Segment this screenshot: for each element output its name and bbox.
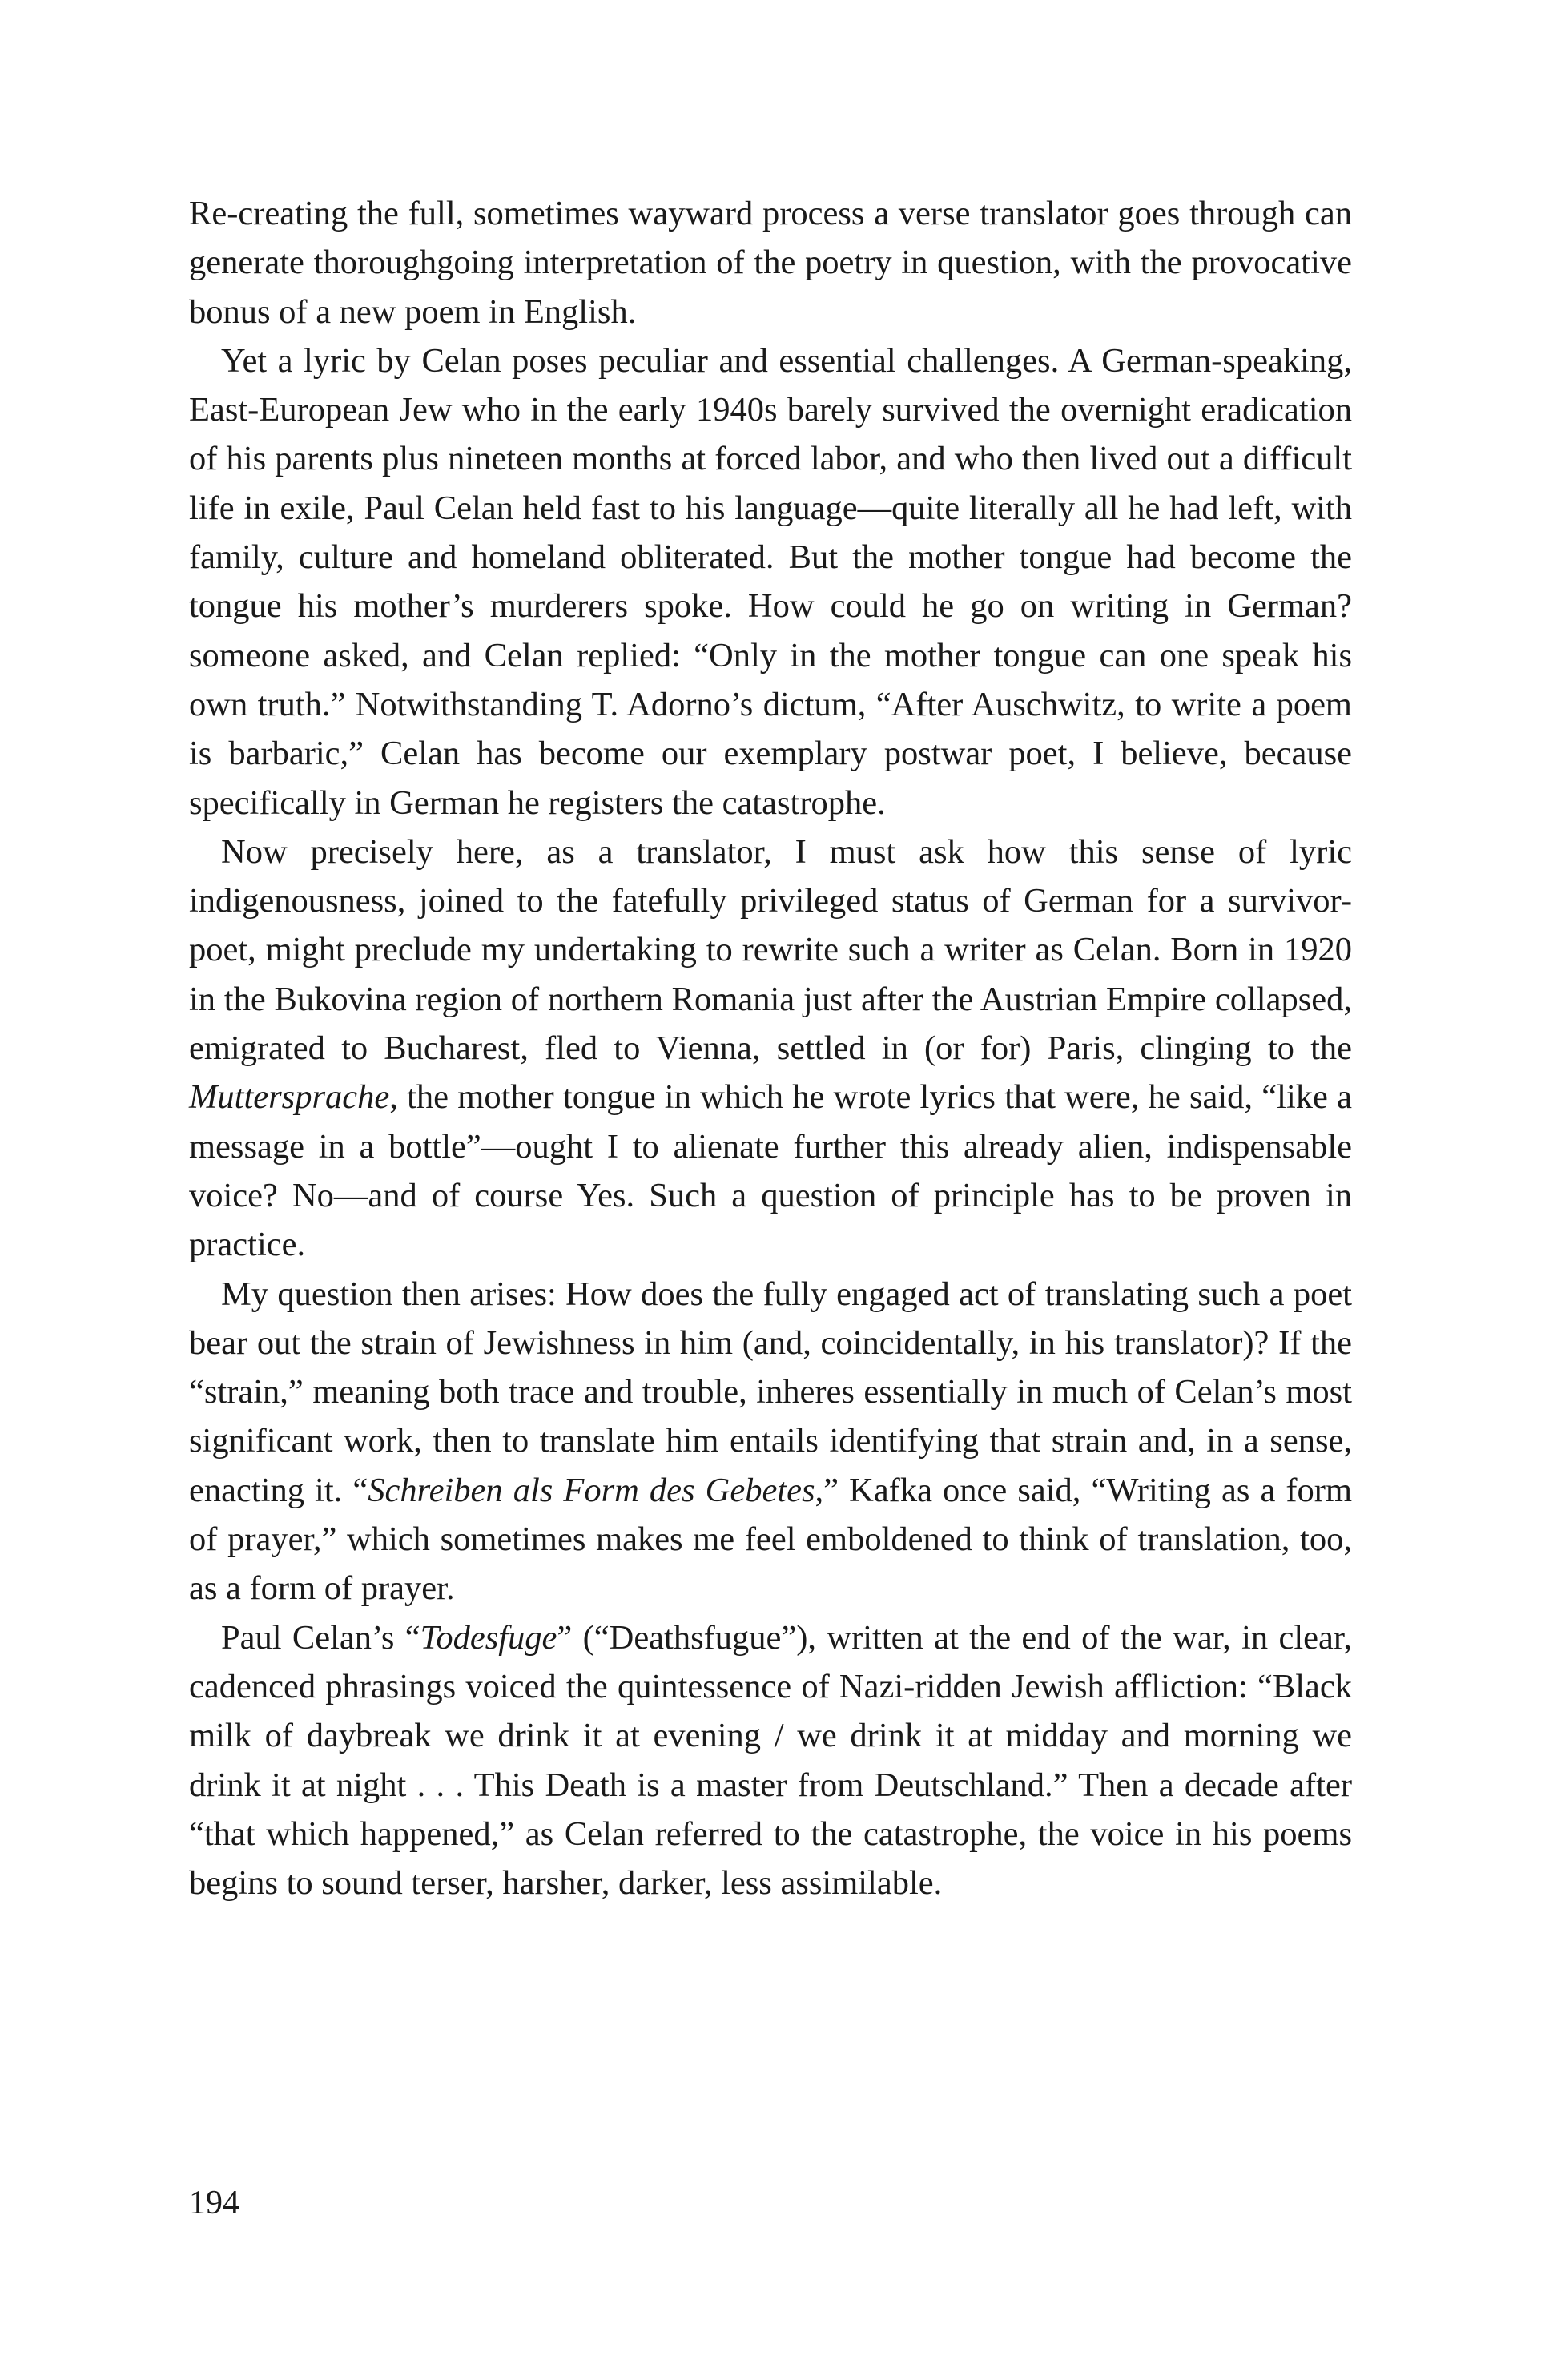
paragraph: [189, 336, 1352, 828]
text-run: , the mother tongue in which he wrote lyrics that were, he said, “like a message in a bottle”—ought I to alienate further this already alien, indispensable voice? No—and of course Yes. Such a question of principle has to be proven in practice.: [189, 1078, 1352, 1264]
paragraph: [189, 189, 1352, 336]
paragraph: [189, 1270, 1352, 1613]
paragraph: [189, 828, 1352, 1270]
italic-text-run: Todesfuge: [420, 1618, 557, 1657]
text-run: My question then arises: How does the fully engaged act of translating such a poet bear out the strain of Jewishness in him (and, coincidentally, in his translator)? If the “strain,” meaning both trace and trouble, inheres essentially in much of Celan’s most significant work, then to translate him entails identifying that strain and, in a sense, enacting it. “: [189, 1275, 1352, 1509]
body-text: [189, 189, 1352, 1907]
italic-text-run: Schreiben als Form des Gebetes: [368, 1471, 815, 1509]
text-run: Yet a lyric by Celan poses peculiar and essential challenges. A German-speaking, East-European Jew who in the early 1940s barely survived the overnight eradication of his parents plus nineteen months at forced labor, and who then lived out a difficult life in exile, Paul Celan held fast to his language—quite literally all he had left, with family, culture and homeland obliterated. But the mother tongue had become the tongue his mother’s murderers spoke. How could he go on writing in German? someone asked, and Celan replied: “Only in the mother tongue can one speak his own truth.” Notwithstanding T. Adorno’s dictum, “After Auschwitz, to write a poem is barbaric,” Celan has become our exemplary postwar poet, I believe, because specifically in German he registers the catastrophe.: [189, 341, 1352, 822]
text-run: Now precisely here, as a translator, I must ask how this sense of lyric indigenousness, joined to the fatefully privileged status of German for a survivor-poet, might preclude my undertaking to rewrite such a writer as Celan. Born in 1920 in the Bukovina region of northern Romania just after the Austrian Empire collapsed, emigrated to Bucharest, fled to Vienna, settled in (or for) Paris, clinging to the: [189, 832, 1352, 1068]
text-run: ” (“Deathsfugue”), written at the end of the war, in clear, cadenced phrasings voiced the quintessence of Nazi-ridden Jewish affliction: “Black milk of daybreak we drink it at evening / we drink it at midday and morning we drink it at night . . . This Death is a master from Deutschland.” Then a decade after “that which happened,” as Celan referred to the catastrophe, the voice in his poems begins to sound terser, harsher, darker, less assimilable.: [189, 1618, 1352, 1903]
italic-text-run: Muttersprache: [189, 1078, 390, 1117]
page-number: 194: [189, 2185, 239, 2221]
text-run: ,” Kafka once said, “Writing as a form of prayer,” which sometimes makes me feel emboldened to think of translation, too, as a form of prayer.: [189, 1471, 1353, 1608]
text-run: Re-creating the full, sometimes wayward process a verse translator goes through can generate thoroughgoing interpretation of the poetry in question, with the provocative bonus of a new poem in English.: [189, 195, 1352, 331]
text-run: Paul Celan’s “: [221, 1618, 420, 1657]
paragraph: [189, 1613, 1352, 1908]
